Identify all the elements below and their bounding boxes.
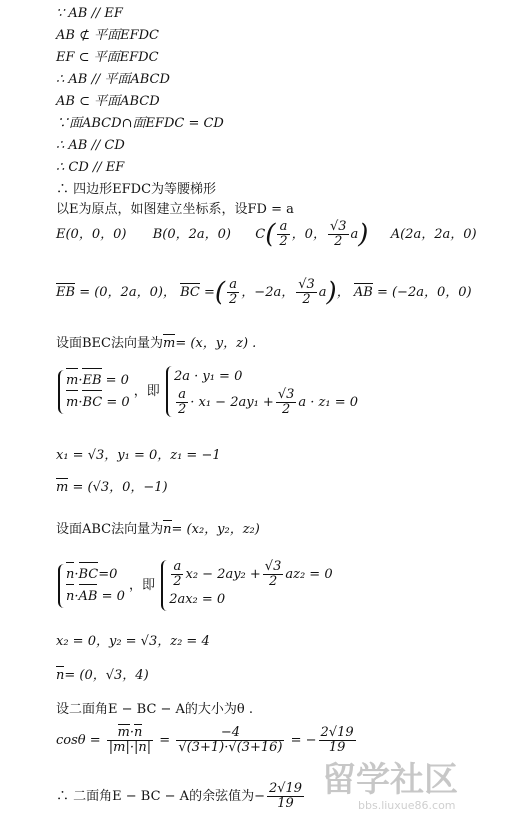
line-2: AB ⊄ 平面EFDC	[56, 28, 159, 43]
line-3: EF ⊂ 平面EFDC	[56, 50, 159, 65]
line-1: ∵ AB // EF	[56, 6, 123, 21]
line-10: 以E为原点，如图建立坐标系，设FD = a	[56, 202, 294, 217]
vector-AB: AB	[353, 285, 373, 300]
line-6: ∵面ABCD∩面EFDC = CD	[56, 116, 224, 131]
point-A: A(2a，2a，0)	[390, 227, 477, 242]
normal-n-line: 设面ABC法向量为n= (x₂，y₂，z₂)	[56, 522, 260, 537]
vector-EB: EB	[56, 285, 76, 300]
line-7: ∴ AB // CD	[56, 138, 125, 153]
line-8: ∴ CD // EF	[56, 160, 125, 175]
point-E: E(0，0，0)	[56, 227, 127, 242]
cosine-line: cosθ = $\frac{m\cdot n}{|m|\cdot|n|}$ = $\frac{-4}{√(3+1)\cdot√(3+16)}$ = − $\frac{2√19}{19}$	[56, 725, 354, 755]
system-1: m·EB = 0 m·BC = 0 ，即 2a · y₁ = 0 $\frac{a}{2}$ · x₁ − 2ay₁ + $\frac{√3}{2}$ a · z₁ = 0	[56, 366, 358, 417]
final-answer-line: ∴ 二面角E − BC − A的余弦值为− $\frac{2√19}{19}$	[56, 781, 303, 811]
line-21: x₂ = 0，y₂ = √3，z₂ = 4	[56, 634, 210, 649]
vector-m: m	[163, 336, 176, 351]
vector-n: n	[163, 522, 172, 537]
system-2: n·BC=0 n·AB = 0 ，即 $\frac{a}{2}$ x₂ − 2ay₂ + $\frac{√3}{2}$ az₂ = 0 2ax₂ = 0	[56, 560, 333, 611]
point-C: C( $\frac{a}{2}$ ，0， $\frac{√3}{2}$ a)	[255, 219, 369, 250]
line-9: ∴ 四边形EFDC为等腰梯形	[56, 182, 217, 197]
vectors-line: EB = (0，2a，0)， BC =( $\frac{a}{2}$ ，−2a， $\frac{√3}{2}$ a)， AB = (−2a，0，0)	[56, 277, 472, 308]
coordinates-line	[56, 220, 477, 249]
point-B: B(0，2a，0)	[152, 227, 231, 242]
line-22: n= (0，√3，4)	[56, 668, 149, 683]
line-23: 设二面角E − BC − A的大小为θ .	[56, 702, 254, 717]
watermark-text: 留学社区	[322, 760, 458, 800]
watermark-logo	[318, 757, 508, 815]
line-5: AB ⊂ 平面ABCD	[56, 94, 160, 109]
line-16: x₁ = √3，y₁ = 0，z₁ = −1	[56, 448, 221, 463]
line-17: m = (√3，0，−1)	[56, 480, 168, 495]
vector-BC: BC	[180, 285, 200, 300]
normal-m-line: 设面BEC法向量为m= (x，y，z) .	[56, 336, 257, 351]
watermark-url: bbs.liuxue86.com	[358, 799, 456, 812]
line-4: ∴ AB // 平面ABCD	[56, 72, 170, 87]
